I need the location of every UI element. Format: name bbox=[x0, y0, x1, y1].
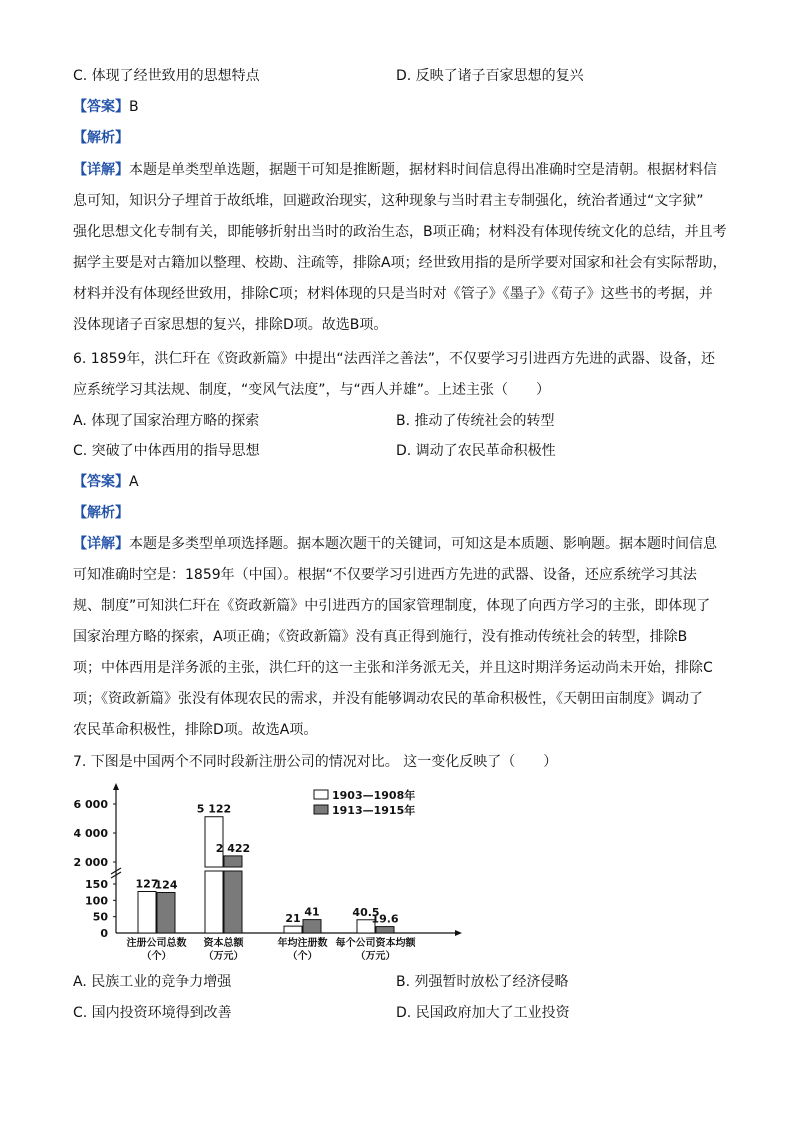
q5-detail-line: 【详解】本题是单类型单选题，据题干可知是推断题，据材料时间信息得出准确时空是清朝。根据材料信 bbox=[73, 162, 717, 178]
q5-answer bbox=[73, 97, 139, 117]
q6-stem-line: 应系统学习其法规、制度，“变风气法度”，与“西人并雄”。上述主张（ ） bbox=[73, 382, 551, 398]
category-label: 注册公司总数 bbox=[126, 938, 187, 949]
detail-tag: 【详解】 bbox=[73, 162, 129, 178]
q6-option-b: B. 推动了传统社会的转型 bbox=[396, 413, 555, 429]
chart-root bbox=[74, 783, 462, 962]
q6-detail-line: 项；《资政新篇》张没有体现农民的需求，并没有能够调动农民的革命积极性，《天朝田亩制度》调动了 bbox=[73, 691, 703, 707]
y-tick-label: 2 000 bbox=[73, 856, 108, 869]
bar bbox=[284, 926, 302, 933]
bar bbox=[303, 920, 321, 933]
bar bbox=[205, 871, 223, 933]
legend-swatch bbox=[314, 805, 328, 814]
answer-tag: 【答案】 bbox=[73, 99, 129, 115]
y-tick-label: 150 bbox=[85, 878, 108, 891]
y-axis-arrow bbox=[113, 783, 119, 790]
q6-stem-line: 6. 1859年，洪仁玕在《资政新篇》中提出“法西洋之善法”，不仅要学习引进西方先进的武器、设备，还 bbox=[73, 351, 715, 367]
data-label: 41 bbox=[304, 905, 320, 919]
legend-swatch bbox=[314, 790, 328, 799]
category-label: （个） bbox=[141, 951, 172, 962]
q5-detail-line: 没体现诸子百家思想的复兴，排除D项。故选B项。 bbox=[73, 317, 388, 333]
q5-detail-line: 息可知，知识分子埋首于故纸堆，回避政治现实，这种现象与当时君主专制强化，统治者通过“文字狱” bbox=[73, 193, 704, 209]
bar bbox=[157, 892, 175, 933]
y-tick-label: 50 bbox=[92, 910, 108, 924]
category-label: 年均注册数 bbox=[277, 938, 328, 949]
bar bbox=[138, 892, 156, 933]
q5-option-c: C. 体现了经世致用的思想特点 bbox=[73, 68, 260, 84]
category-label: （个） bbox=[287, 951, 318, 962]
q5-detail-line: 据学主要是对古籍加以整理、校勘、注疏等，排除A项；经世致用指的是所学要对国家和社会有实际帮助， bbox=[73, 255, 727, 271]
bar bbox=[224, 856, 242, 867]
q6-analysis-tag: 【解析】 bbox=[73, 505, 129, 521]
q6-detail-line: 国家治理方略的探索，A项正确；《资政新篇》没有真正得到施行，没有推动传统社会的转型，排除B bbox=[73, 629, 688, 645]
q5-detail-line: 强化思想文化专制有关，即能够折射出当时的政治生态，B项正确；材料没有体现传统文化的总结，并且考 bbox=[73, 224, 727, 240]
data-label: 2 422 bbox=[215, 841, 251, 855]
q6-answer bbox=[73, 472, 139, 492]
q6-option-a: A. 体现了国家治理方略的探索 bbox=[73, 413, 260, 429]
y-tick-label: 4 000 bbox=[73, 827, 108, 840]
q7-option-a: A. 民族工业的竞争力增强 bbox=[73, 974, 232, 990]
category-label: （万元） bbox=[355, 951, 396, 962]
y-tick-label: 0 bbox=[100, 927, 108, 940]
category-label: 资本总额 bbox=[203, 938, 244, 949]
q6-detail-line: 可知准确时空是：1859年（中国）。根据“不仅要学习引进西方先进的武器、设备，还应系统学习其法 bbox=[73, 567, 697, 583]
q6-detail-line: 农民革命积极性，排除D项。故选A项。 bbox=[73, 722, 318, 738]
q5-detail-line: 材料并没有体现经世致用，排除C项；材料体现的只是当时对《管子》《墨子》《荀子》这些书的考据，并 bbox=[73, 286, 713, 302]
q6-detail-line: 项；中体西用是洋务派的主张，洪仁玕的这一主张和洋务派无关，并且这时期洋务运动尚未开始，排除C bbox=[73, 660, 713, 676]
q6-option-d: D. 调动了农民革命积极性 bbox=[396, 443, 556, 459]
x-axis-arrow bbox=[455, 930, 462, 936]
y-tick-label: 100 bbox=[85, 894, 108, 908]
bar bbox=[376, 927, 394, 933]
y-tick-label: 6 000 bbox=[73, 798, 108, 811]
data-label: 40.5 bbox=[352, 905, 380, 919]
q7-option-b: B. 列强暂时放松了经济侵略 bbox=[396, 974, 569, 990]
q6-detail-line: 规、制度”可知洪仁玕在《资政新篇》中引进西方的国家管理制度，体现了向西方学习的主张，即体现了 bbox=[73, 598, 711, 614]
legend-label: 1913—1915年 bbox=[332, 804, 416, 817]
data-label: 5 122 bbox=[196, 802, 232, 816]
q7-option-d: D. 民国政府加大了工业投资 bbox=[396, 1005, 570, 1021]
category-label: （万元） bbox=[203, 951, 244, 962]
q5-option-d: D. 反映了诸子百家思想的复兴 bbox=[396, 68, 584, 84]
data-label: 21 bbox=[285, 912, 301, 926]
q7-option-c: C. 国内投资环境得到改善 bbox=[73, 1005, 232, 1021]
data-label: 19.6 bbox=[371, 912, 399, 926]
bar bbox=[224, 871, 242, 933]
answer-tag: 【答案】 bbox=[73, 474, 129, 490]
category-label: 每个公司资本均额 bbox=[335, 938, 416, 949]
q7-stem: 7. 下图是中国两个不同时段新注册公司的情况对比。 这一变化反映了（ ） bbox=[73, 754, 558, 770]
q6-detail-line: 【详解】本题是多类型单项选择题。据本题次题干的关键词，可知这是本质题、影响题。据本题时间信息 bbox=[73, 536, 717, 552]
detail-tag: 【详解】 bbox=[73, 536, 129, 552]
q5-analysis-tag: 【解析】 bbox=[73, 130, 129, 146]
data-label: 127 bbox=[135, 877, 159, 891]
q6-option-c: C. 突破了中体西用的指导思想 bbox=[73, 443, 260, 459]
data-label: 124 bbox=[154, 878, 178, 892]
answer-value: B bbox=[129, 99, 139, 115]
company-registration-chart bbox=[70, 782, 470, 962]
answer-value: A bbox=[129, 474, 139, 490]
legend-label: 1903—1908年 bbox=[332, 789, 416, 802]
